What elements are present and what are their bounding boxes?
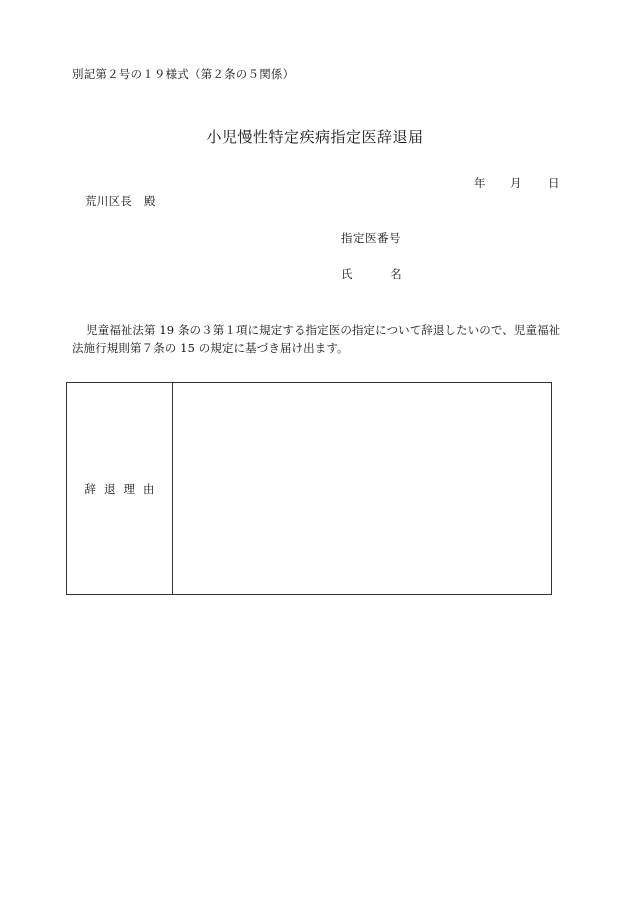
day-label: 日	[548, 176, 560, 190]
addressee: 荒川区長 殿	[85, 194, 156, 208]
reason-label-cell	[67, 383, 173, 594]
document-title: 小児慢性特定疾病指定医辞退届	[206, 128, 424, 146]
month-label: 月	[510, 176, 522, 190]
name-label: 氏 名	[341, 267, 402, 281]
reason-label: 辞退理由	[84, 481, 163, 496]
form-reference: 別記第２号の１９様式（第２条の５関係）	[72, 67, 295, 81]
reason-table	[66, 382, 552, 595]
reason-input-area[interactable]	[173, 383, 551, 594]
doctor-number-label: 指定医番号	[341, 231, 401, 245]
year-label: 年	[474, 176, 486, 190]
body-text: 児童福祉法第 19 条の３第１項に規定する指定医の指定について辞退したいので、児童福祉法施行規則第７条の 15 の規定に基づき届け出ます。	[72, 323, 561, 355]
